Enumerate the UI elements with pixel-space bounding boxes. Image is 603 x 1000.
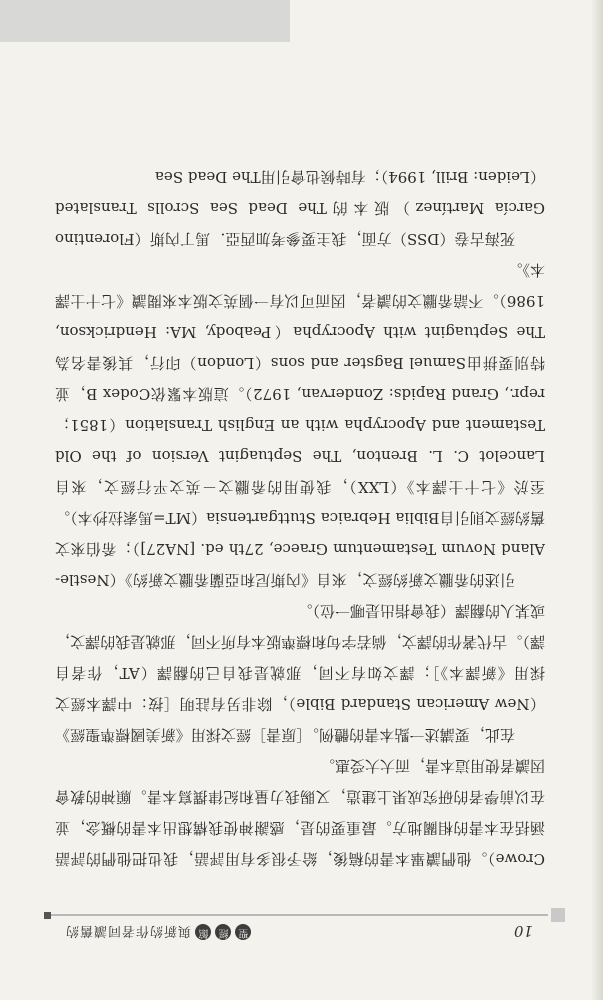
seal-icon: 聖 (235, 925, 251, 941)
running-title-text: 與新約作者同讀舊約 (65, 923, 192, 938)
page-number: 10 (513, 922, 533, 940)
header-rule (50, 914, 548, 916)
book-spine-shadow (591, 0, 603, 1000)
body-text (55, 161, 545, 874)
paragraph: Crowe）。他們讀畢本書的稿後，給予很多有用評語，我也把他們的評語涵括在本書的相關地方。最重要的是，感謝神使我構想出本書的概念，並在以前學者的研究成果上建造，又賜我力量和紀律撰寫本書。願神的教會因讀者使用這本書，而大大受惠。 (55, 757, 545, 868)
running-title (65, 923, 251, 942)
paragraph: 引述的希臘文新約經文，來自《內斯尼和亞蘭希臘文新約》（Nestle-Aland Novum Testamentum Graece, 27th ed. [NA27]）；希伯來文舊約經文則引自Biblia Hebraica Stuttgartensia（MT=馬索拉抄本）。至於《七十士譯本》（LXX），我使用的希臘文－英文平行經文，來自Lancelot C. L. Brenton, The Septuagint Version of the Old Testament and Apocrypha with an English Translation（1851；repr., Grand Rapids: Zondervan, 1972）。這版本緊依Codex B，並特別要拼由Samuel Bagster and sons（London）印行，其後書名為The Septuagint with Apocrypha（Peabody, MA: Hendrickson, 1986）。不諳希臘文的讀者，因而可以有一個英文版本來閱讀《七十士譯本》。 (55, 261, 545, 589)
seal-icon: 館 (195, 925, 211, 941)
paragraph: 在此，要講述一點本書的體例。［原書］經文採用《新美國標準聖經》（New American Standard Bible），除非另有註明［按：中譯本經文採用《新譯本》］；譯文如有不同，那就是我自己的翻譯（AT，作者自譯）。古代著作的譯文，倘若字句和標準版本有所不同，那就是我的譯文，或某人的翻譯（我會指出是哪一位）。 (55, 602, 545, 744)
paragraph: 死海古卷（DSS）方面，我主要參考加西亞．馬丁內斯（Florentino García Martínez）版本的The Dead Sea Scrolls Translated（Leiden: Brill, 1994）；有時候也會引用The Dead Sea (55, 168, 545, 248)
page-edge-tab (0, 0, 290, 42)
header-rule-square-right (44, 912, 51, 919)
seal-icon: 經 (215, 925, 231, 941)
header-rule-square-left (551, 908, 565, 922)
